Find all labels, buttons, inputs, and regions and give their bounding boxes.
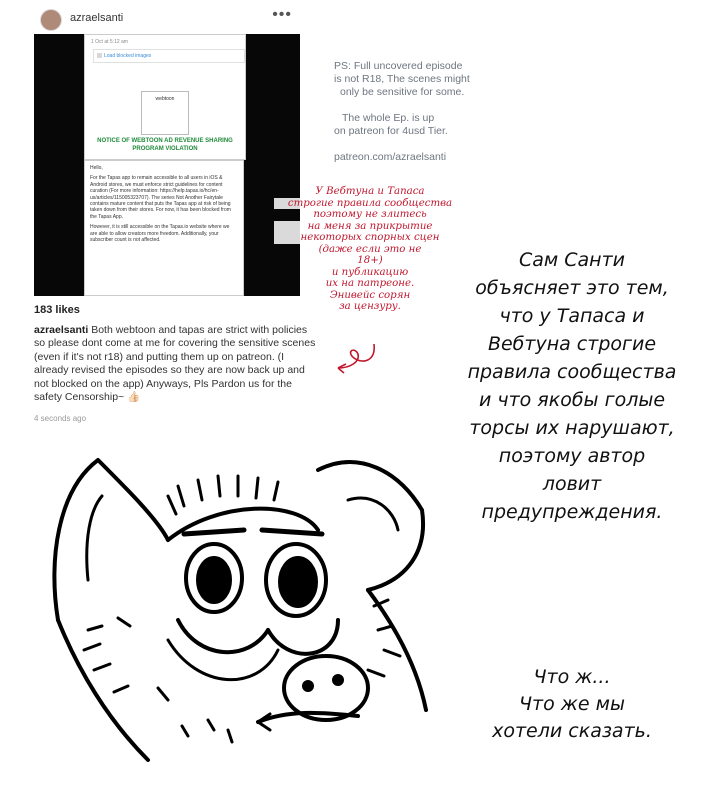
note-line-1: У Вебтуна и Тапаса [315, 186, 425, 197]
ps-line-4: The whole Ep. is up [342, 112, 435, 124]
email-greeting: Hello, [90, 165, 103, 171]
note-line-8: и публикацию [331, 266, 409, 278]
ps-line-1: PS: Full uncovered episode [334, 60, 463, 72]
post-time: 4 seconds ago [34, 414, 87, 423]
left-ear [54, 460, 168, 620]
note-line-11: за цензуру. [339, 301, 401, 312]
email-body-2: However, it is still accessible on the Tapas.io website where we are able to allow creators more freedom. Additionally, your subscriber count is not affected. [90, 224, 230, 244]
ps-line-5: on patreon for 4usd Tier. [334, 125, 448, 137]
ps-line-3: only be sensitive for some. [340, 86, 465, 98]
commentary-line-1: Сам Санти [518, 249, 626, 271]
post-username[interactable]: azraelsanti [70, 12, 124, 24]
ps-patreon-link[interactable]: patreon.com/azraelsanti [334, 151, 447, 163]
note-line-6: (даже если это не [318, 243, 422, 255]
commentary-line-4: Вебтуна строгие [487, 333, 657, 355]
email-top-panel [84, 34, 246, 160]
commentary-block [430, 246, 714, 526]
commentary-line-2: объясняет это тем, [475, 277, 669, 299]
webtoon-logo-placeholder: webtoon [141, 91, 189, 135]
cartoon-mouse-drawing [18, 430, 438, 792]
note-line-7: 18+) [357, 255, 383, 266]
right-ear [318, 462, 423, 590]
ps-line-2: is not R18, The scenes might [334, 73, 470, 85]
nose [284, 656, 368, 720]
note-line-5: некоторых спорных сцен [274, 232, 466, 244]
caption-username[interactable]: azraelsanti [34, 324, 89, 336]
likes-count[interactable]: 183 likes [34, 304, 80, 316]
closing-line-2: Что же мы [519, 693, 625, 715]
notice-title: NOTICE OF WEBTOON AD REVENUE SHARING PROGRAM VIOLATION [97, 138, 233, 152]
commentary-line-9: ловит [542, 473, 602, 495]
load-images-button[interactable]: Load blocked images [93, 49, 245, 63]
ps-note [334, 60, 504, 177]
note-line-3: поэтому не злитесь [313, 209, 427, 220]
post-caption [34, 324, 318, 404]
caption-text: Both webtoon and tapas are strict with policies so please dont come at me for covering the sensitive scenes (even if it's not r18) and putting them up on patreon. (I already revised the episodes so they are now back up and not blocked on the app) Anyways, Pls Pardon us for the safety Censorship~ 👍🏻 [34, 324, 316, 404]
email-body-panel [84, 160, 244, 296]
commentary-line-3: что у Тапаса и [499, 305, 645, 327]
email-screenshot [34, 34, 300, 296]
commentary-line-10: предупреждения. [481, 501, 663, 523]
commentary-line-6: и что якобы голые [478, 389, 666, 411]
email-timestamp: 1 Oct at 5:12 am [91, 39, 128, 45]
commentary-closing [430, 664, 714, 745]
red-arrow-icon [332, 340, 382, 376]
note-line-10: Энивейс сорян [329, 289, 411, 301]
more-options-icon[interactable]: ••• [272, 6, 292, 23]
avatar[interactable] [40, 9, 62, 31]
commentary-line-7: торсы их нарушают, [469, 417, 675, 439]
note-line-4: на меня за прикрытие [274, 221, 466, 233]
closing-line-3: хотели сказать. [492, 720, 652, 742]
closing-line-1: Что ж... [533, 666, 611, 688]
note-line-9: их на патреоне. [325, 278, 415, 289]
commentary-line-5: правила сообщества [467, 361, 677, 383]
post-header [40, 6, 300, 32]
note-line-2: строгие правила сообщества [274, 198, 466, 210]
email-body-1: For the Tapas app to remain accessible to all users in iOS & Android stores, we must enforce strict guidelines for content curation (For more information: https://help.tapas.io/hc/en-us/articles/115005323707). The series Not Another Fairytale contains mature content that puts the Tapas app at risk of being taken down from their stores. For now, it has been blocked from the Tapas App. [90, 175, 231, 220]
commentary-line-8: поэтому автор [498, 445, 646, 467]
